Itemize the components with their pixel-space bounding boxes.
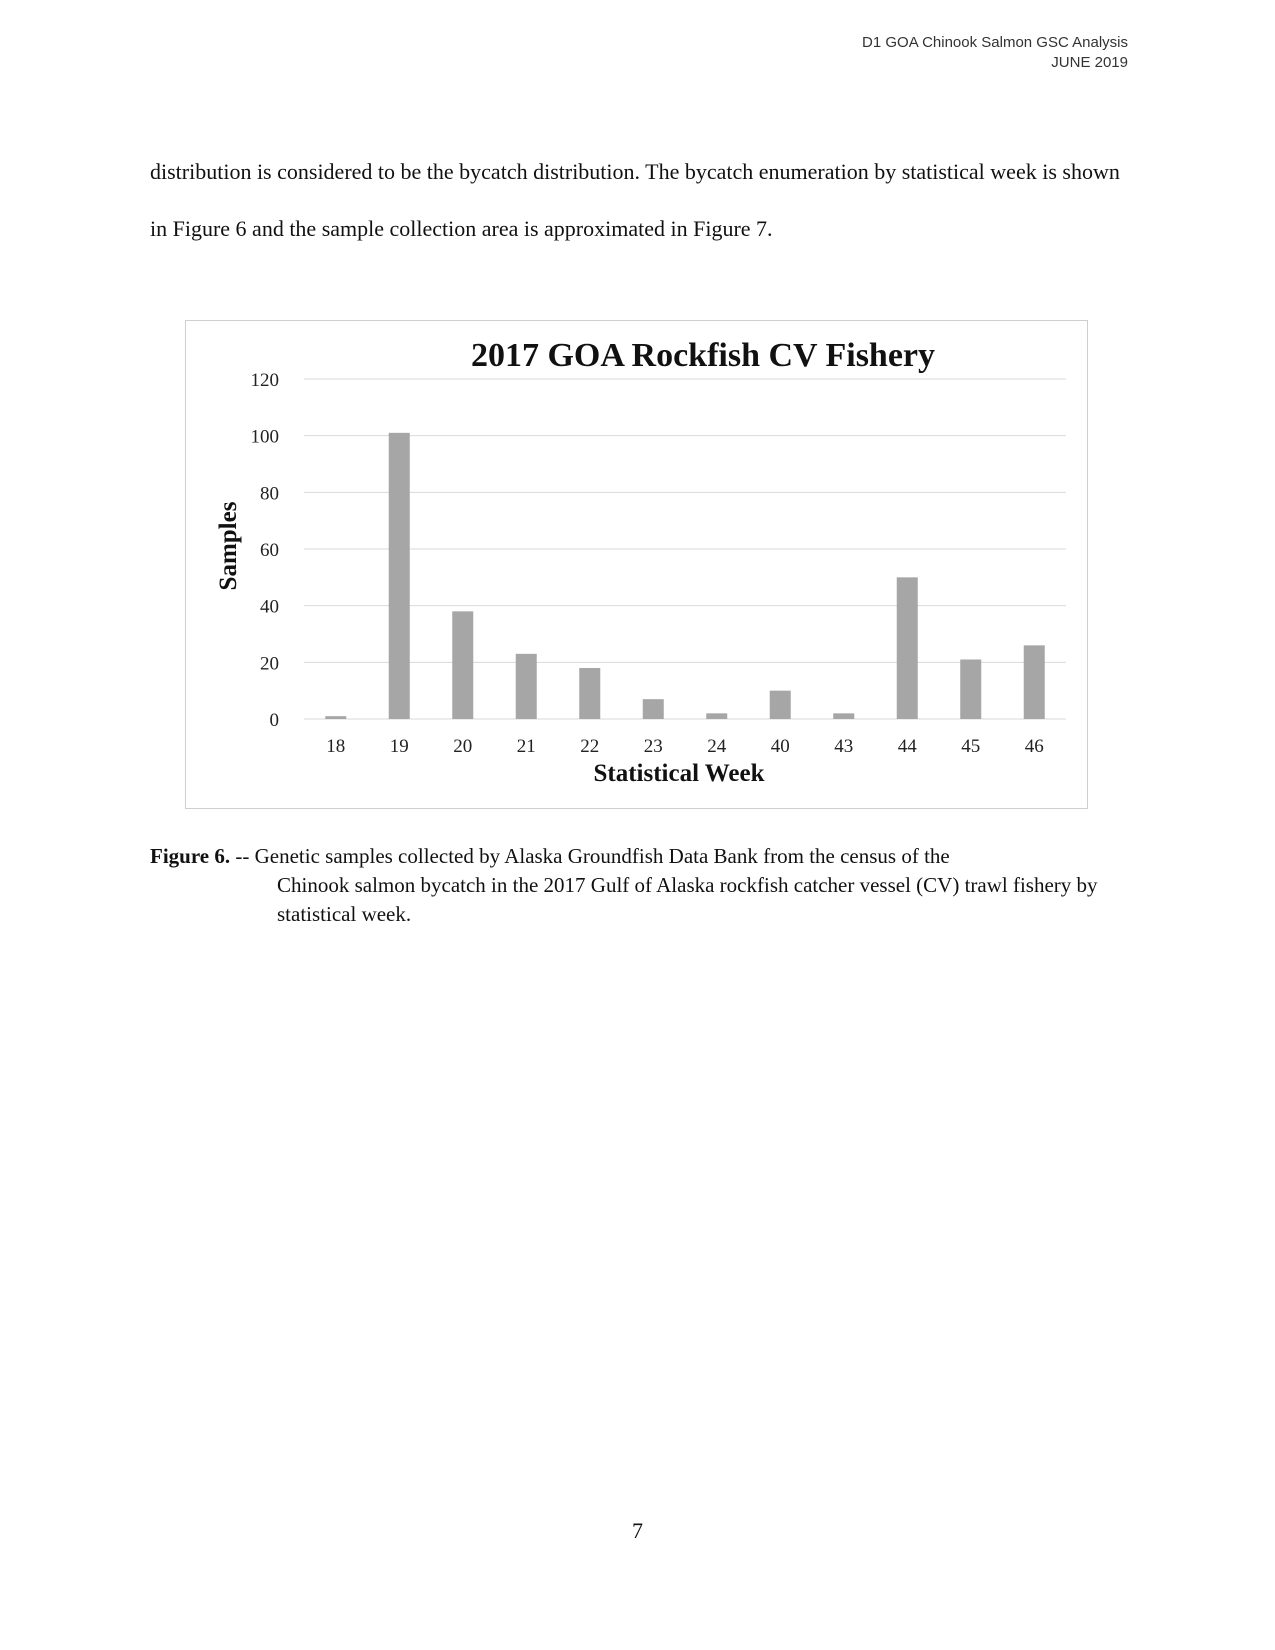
y-axis-label: Samples [215, 501, 242, 591]
bar-week-20 [452, 611, 473, 719]
bar-week-21 [516, 654, 537, 719]
x-tick-label: 23 [643, 736, 663, 757]
y-tick-label: 0 [269, 710, 279, 731]
page-number: 7 [632, 1518, 643, 1543]
bar-week-23 [643, 699, 664, 719]
bar-week-45 [960, 660, 981, 720]
bar-chart [186, 321, 1087, 808]
bar-week-44 [897, 577, 918, 719]
bar-week-46 [1024, 645, 1045, 719]
header-title: D1 GOA Chinook Salmon GSC Analysis [862, 34, 1128, 51]
bar-week-40 [770, 691, 791, 719]
header-date: JUNE 2019 [1051, 54, 1128, 71]
x-axis-ticks [326, 736, 1044, 757]
caption-continuation: Chinook salmon bycatch in the 2017 Gulf of Alaska rockfish catcher vessel (CV) trawl fishery by statistical week. [277, 873, 1098, 926]
x-tick-label: 18 [326, 736, 346, 757]
y-tick-label: 60 [260, 540, 279, 561]
figure-6-chart [185, 320, 1088, 809]
y-axis-ticks [251, 370, 280, 731]
caption-dash: -- [230, 844, 255, 868]
x-tick-label: 19 [389, 736, 409, 757]
x-tick-label: 22 [580, 736, 600, 757]
x-tick-label: 46 [1024, 736, 1044, 757]
x-tick-label: 44 [897, 736, 917, 757]
y-tick-label: 40 [260, 596, 279, 618]
caption-first-line: Genetic samples collected by Alaska Groundfish Data Bank from the census of the [254, 844, 950, 868]
body-paragraph: distribution is considered to be the bycatch distribution. The bycatch enumeration by statistical week is shown in Figure 6 and the sample collection area is approximated in Figure 7. [150, 159, 1120, 241]
x-tick-label: 24 [707, 736, 727, 757]
bar-week-24 [706, 713, 727, 719]
x-tick-label: 40 [770, 736, 790, 757]
y-tick-label: 100 [250, 426, 279, 448]
gridlines [304, 379, 1066, 719]
chart-title: 2017 GOA Rockfish CV Fishery [470, 337, 936, 374]
bar-week-18 [325, 716, 346, 719]
running-header [862, 33, 1128, 73]
y-tick-label: 120 [250, 370, 279, 391]
bar-week-22 [579, 668, 600, 719]
x-tick-label: 21 [516, 736, 536, 757]
caption-label: Figure 6. [150, 844, 231, 868]
bar-week-43 [833, 713, 854, 719]
x-axis-label: Statistical Week [593, 760, 765, 787]
bar-week-19 [389, 433, 410, 719]
x-tick-label: 43 [834, 736, 854, 757]
x-tick-label: 20 [453, 736, 473, 757]
y-tick-label: 80 [260, 483, 279, 505]
x-tick-label: 45 [961, 736, 981, 757]
y-tick-label: 20 [260, 653, 279, 675]
figure-caption [150, 842, 1130, 929]
bars [325, 433, 1045, 719]
